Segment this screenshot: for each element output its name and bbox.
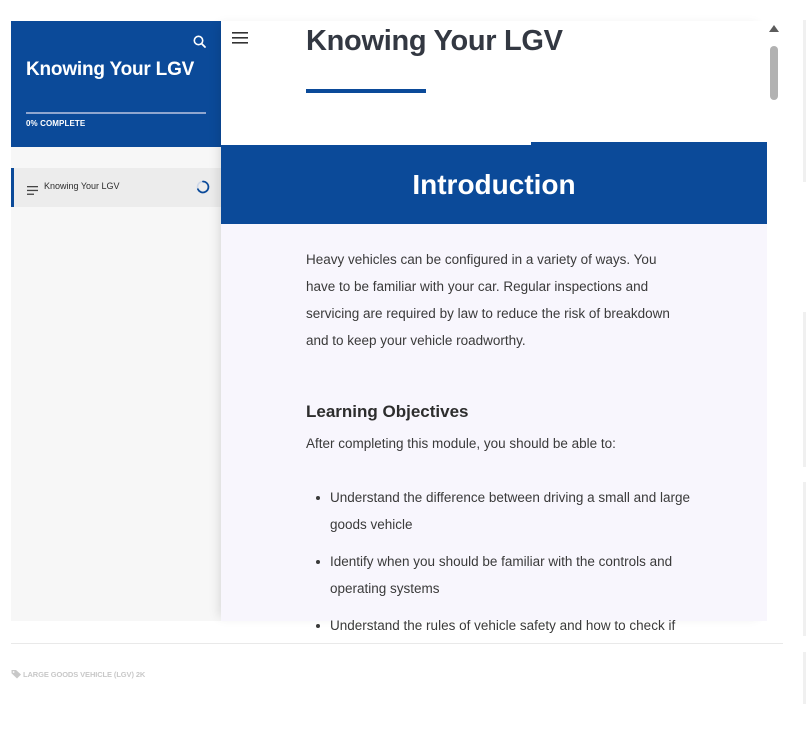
list-item bbox=[306, 484, 691, 538]
objective-text: Understand the rules of vehicle safety and how to check if bbox=[330, 618, 676, 633]
title-underline bbox=[306, 89, 426, 93]
scrollbar[interactable] bbox=[767, 21, 781, 621]
intro-paragraph: Heavy vehicles can be configured in a variety of ways. You have to be familiar with your car. Regular inspections and servicing are required by law to reduce the risk of breakdown and to keep your vehicle roadworthy. bbox=[306, 252, 670, 348]
progress-circle-icon bbox=[196, 180, 210, 194]
footer-divider bbox=[11, 643, 783, 644]
category-tag[interactable] bbox=[11, 669, 145, 679]
objectives-heading: Learning Objectives bbox=[306, 402, 469, 421]
list-icon bbox=[27, 182, 38, 191]
scroll-up-arrow-icon[interactable] bbox=[769, 25, 779, 32]
tag-icon bbox=[11, 669, 22, 679]
progress-label: 0% COMPLETE bbox=[26, 119, 86, 128]
sidebar-item-knowing-your-lgv[interactable] bbox=[11, 168, 221, 207]
list-item bbox=[306, 548, 691, 602]
progress-bar bbox=[26, 112, 206, 114]
course-frame bbox=[11, 21, 767, 633]
sidebar-header bbox=[11, 21, 221, 147]
bullet-icon bbox=[316, 560, 320, 564]
list-item bbox=[306, 612, 691, 639]
section-banner bbox=[221, 145, 767, 224]
bullet-icon bbox=[316, 624, 320, 628]
lesson-content bbox=[221, 224, 767, 633]
section-title: Introduction bbox=[412, 169, 576, 200]
search-icon[interactable] bbox=[192, 34, 208, 50]
objective-text: Understand the difference between driving a small and large goods vehicle bbox=[330, 490, 690, 532]
category-tag-label: LARGE GOODS VEHICLE (LGV) 2K bbox=[23, 670, 146, 679]
course-sidebar bbox=[11, 21, 221, 621]
hamburger-menu-icon[interactable] bbox=[232, 31, 248, 45]
sidebar-item-label: Knowing Your LGV bbox=[44, 181, 120, 191]
scrollbar-thumb[interactable] bbox=[770, 46, 778, 100]
lesson-title: Knowing Your LGV bbox=[306, 25, 563, 57]
objectives-intro: After completing this module, you should be able to: bbox=[306, 436, 616, 451]
objectives-list bbox=[306, 484, 691, 649]
bullet-icon bbox=[316, 496, 320, 500]
course-title: Knowing Your LGV bbox=[26, 59, 195, 80]
objective-text: Identify when you should be familiar with the controls and operating systems bbox=[330, 554, 673, 596]
lesson-main bbox=[221, 21, 767, 633]
